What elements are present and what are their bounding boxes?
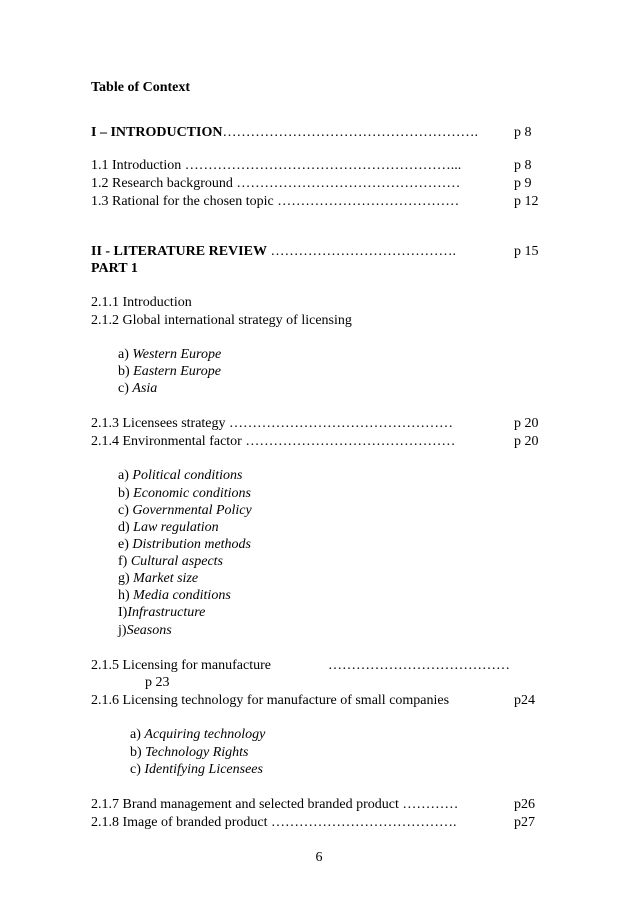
toc-entry-label: 1.3 Rational for the chosen topic (91, 194, 274, 209)
list-marker: c) (118, 381, 129, 396)
list-item (118, 380, 157, 397)
leader-dots: ………………………………………… (236, 176, 461, 191)
leader-dots: …………………………………. (270, 244, 456, 259)
list-item (118, 536, 251, 553)
list-marker: a) (130, 727, 141, 742)
list-item (130, 744, 248, 761)
toc-entry-label: 2.1.3 Licensees strategy (91, 416, 226, 431)
list-marker: d) (118, 520, 130, 535)
list-marker: j) (118, 623, 127, 638)
toc-entry-introduction (91, 124, 478, 141)
list-item (118, 346, 221, 363)
list-item (118, 363, 221, 380)
list-marker: b) (130, 745, 142, 760)
toc-page-number: p 9 (514, 176, 532, 191)
page-number-footer: 6 (315, 850, 323, 865)
list-item (118, 587, 231, 604)
list-marker: c) (130, 762, 141, 777)
list-item-text: Governmental Policy (132, 503, 252, 518)
toc-entry-label: 2.1.8 Image of branded product (91, 815, 268, 830)
list-marker: e) (118, 537, 129, 552)
list-item-text: Western Europe (132, 347, 222, 362)
toc-entry (91, 814, 457, 831)
list-item (118, 502, 252, 519)
toc-entry (91, 796, 458, 813)
toc-entry: 2.1.2 Global international strategy of licensing (91, 313, 352, 328)
toc-heading: Table of Context (91, 80, 191, 95)
toc-entry (91, 157, 461, 174)
list-item (118, 622, 172, 639)
list-item (118, 570, 198, 587)
toc-page-number: p 23 (145, 675, 170, 690)
toc-entry (91, 433, 455, 450)
toc-entry-label: 2.1.7 Brand management and selected branded product (91, 797, 399, 812)
toc-entry (91, 193, 459, 210)
toc-page-number: p26 (514, 797, 535, 812)
list-marker: h) (118, 588, 130, 603)
toc-page-number: p27 (514, 815, 535, 830)
list-item (118, 604, 205, 621)
leader-dots: …………………………………. (271, 815, 457, 830)
toc-entry-label: 2.1.6 Licensing technology for manufacture of small companies (91, 693, 450, 708)
toc-entry (91, 415, 453, 432)
list-item (130, 761, 263, 778)
list-item-text: Identifying Licensees (144, 762, 263, 777)
list-marker: c) (118, 503, 129, 518)
toc-entry (91, 175, 460, 192)
leader-dots: ………………………………… (328, 658, 510, 673)
toc-entry-label: 2.1.5 Licensing for manufacture (91, 658, 271, 673)
list-item-text: Seasons (126, 623, 172, 638)
toc-entry-label: 1.1 Introduction (91, 158, 182, 173)
toc-page-number: p 20 (514, 434, 539, 449)
list-item-text: Law regulation (133, 520, 219, 535)
leader-dots: ………… (402, 797, 459, 812)
leader-dots: ………………………………………………. (222, 125, 478, 140)
list-item-text: Technology Rights (145, 745, 249, 760)
leader-dots: …………………………………………………... (184, 158, 462, 173)
list-item-text: Distribution methods (132, 537, 252, 552)
list-marker: b) (118, 364, 130, 379)
toc-entry-label: 2.1.4 Environmental factor (91, 434, 242, 449)
part-heading: PART 1 (91, 261, 138, 276)
list-marker: b) (118, 486, 130, 501)
list-item-text: Market size (133, 571, 199, 586)
list-marker: I) (118, 605, 128, 620)
list-item (118, 467, 242, 484)
list-item-text: Infrastructure (127, 605, 206, 620)
list-item-text: Political conditions (132, 468, 243, 483)
list-marker: f) (118, 554, 128, 569)
list-item-text: Acquiring technology (144, 727, 266, 742)
list-item-text: Cultural aspects (130, 554, 223, 569)
list-item (118, 553, 223, 570)
toc-page-number: p 12 (514, 194, 539, 209)
toc-entry: 2.1.1 Introduction (91, 295, 192, 310)
toc-page-number: p 8 (514, 158, 532, 173)
list-marker: a) (118, 468, 129, 483)
toc-entry-title: II - LITERATURE REVIEW (91, 244, 267, 259)
list-item (118, 519, 219, 536)
toc-page-number: p 15 (514, 244, 539, 259)
leader-dots: ……………………………………… (245, 434, 456, 449)
toc-entry-literature-review (91, 243, 456, 260)
leader-dots: ………………………………………… (229, 416, 454, 431)
toc-page-number: p 8 (514, 125, 532, 140)
toc-entry-title: I – INTRODUCTION (91, 125, 223, 140)
list-item-text: Media conditions (133, 588, 231, 603)
toc-entry-label: 1.2 Research background (91, 176, 233, 191)
list-item (118, 485, 251, 502)
list-marker: g) (118, 571, 130, 586)
list-item-text: Asia (132, 381, 158, 396)
list-item (130, 726, 265, 743)
toc-page-number: p 20 (514, 416, 539, 431)
toc-page-number: p24 (514, 693, 535, 708)
list-item-text: Economic conditions (133, 486, 251, 501)
list-item-text: Eastern Europe (133, 364, 221, 379)
list-marker: a) (118, 347, 129, 362)
leader-dots: ………………………………… (277, 194, 460, 209)
